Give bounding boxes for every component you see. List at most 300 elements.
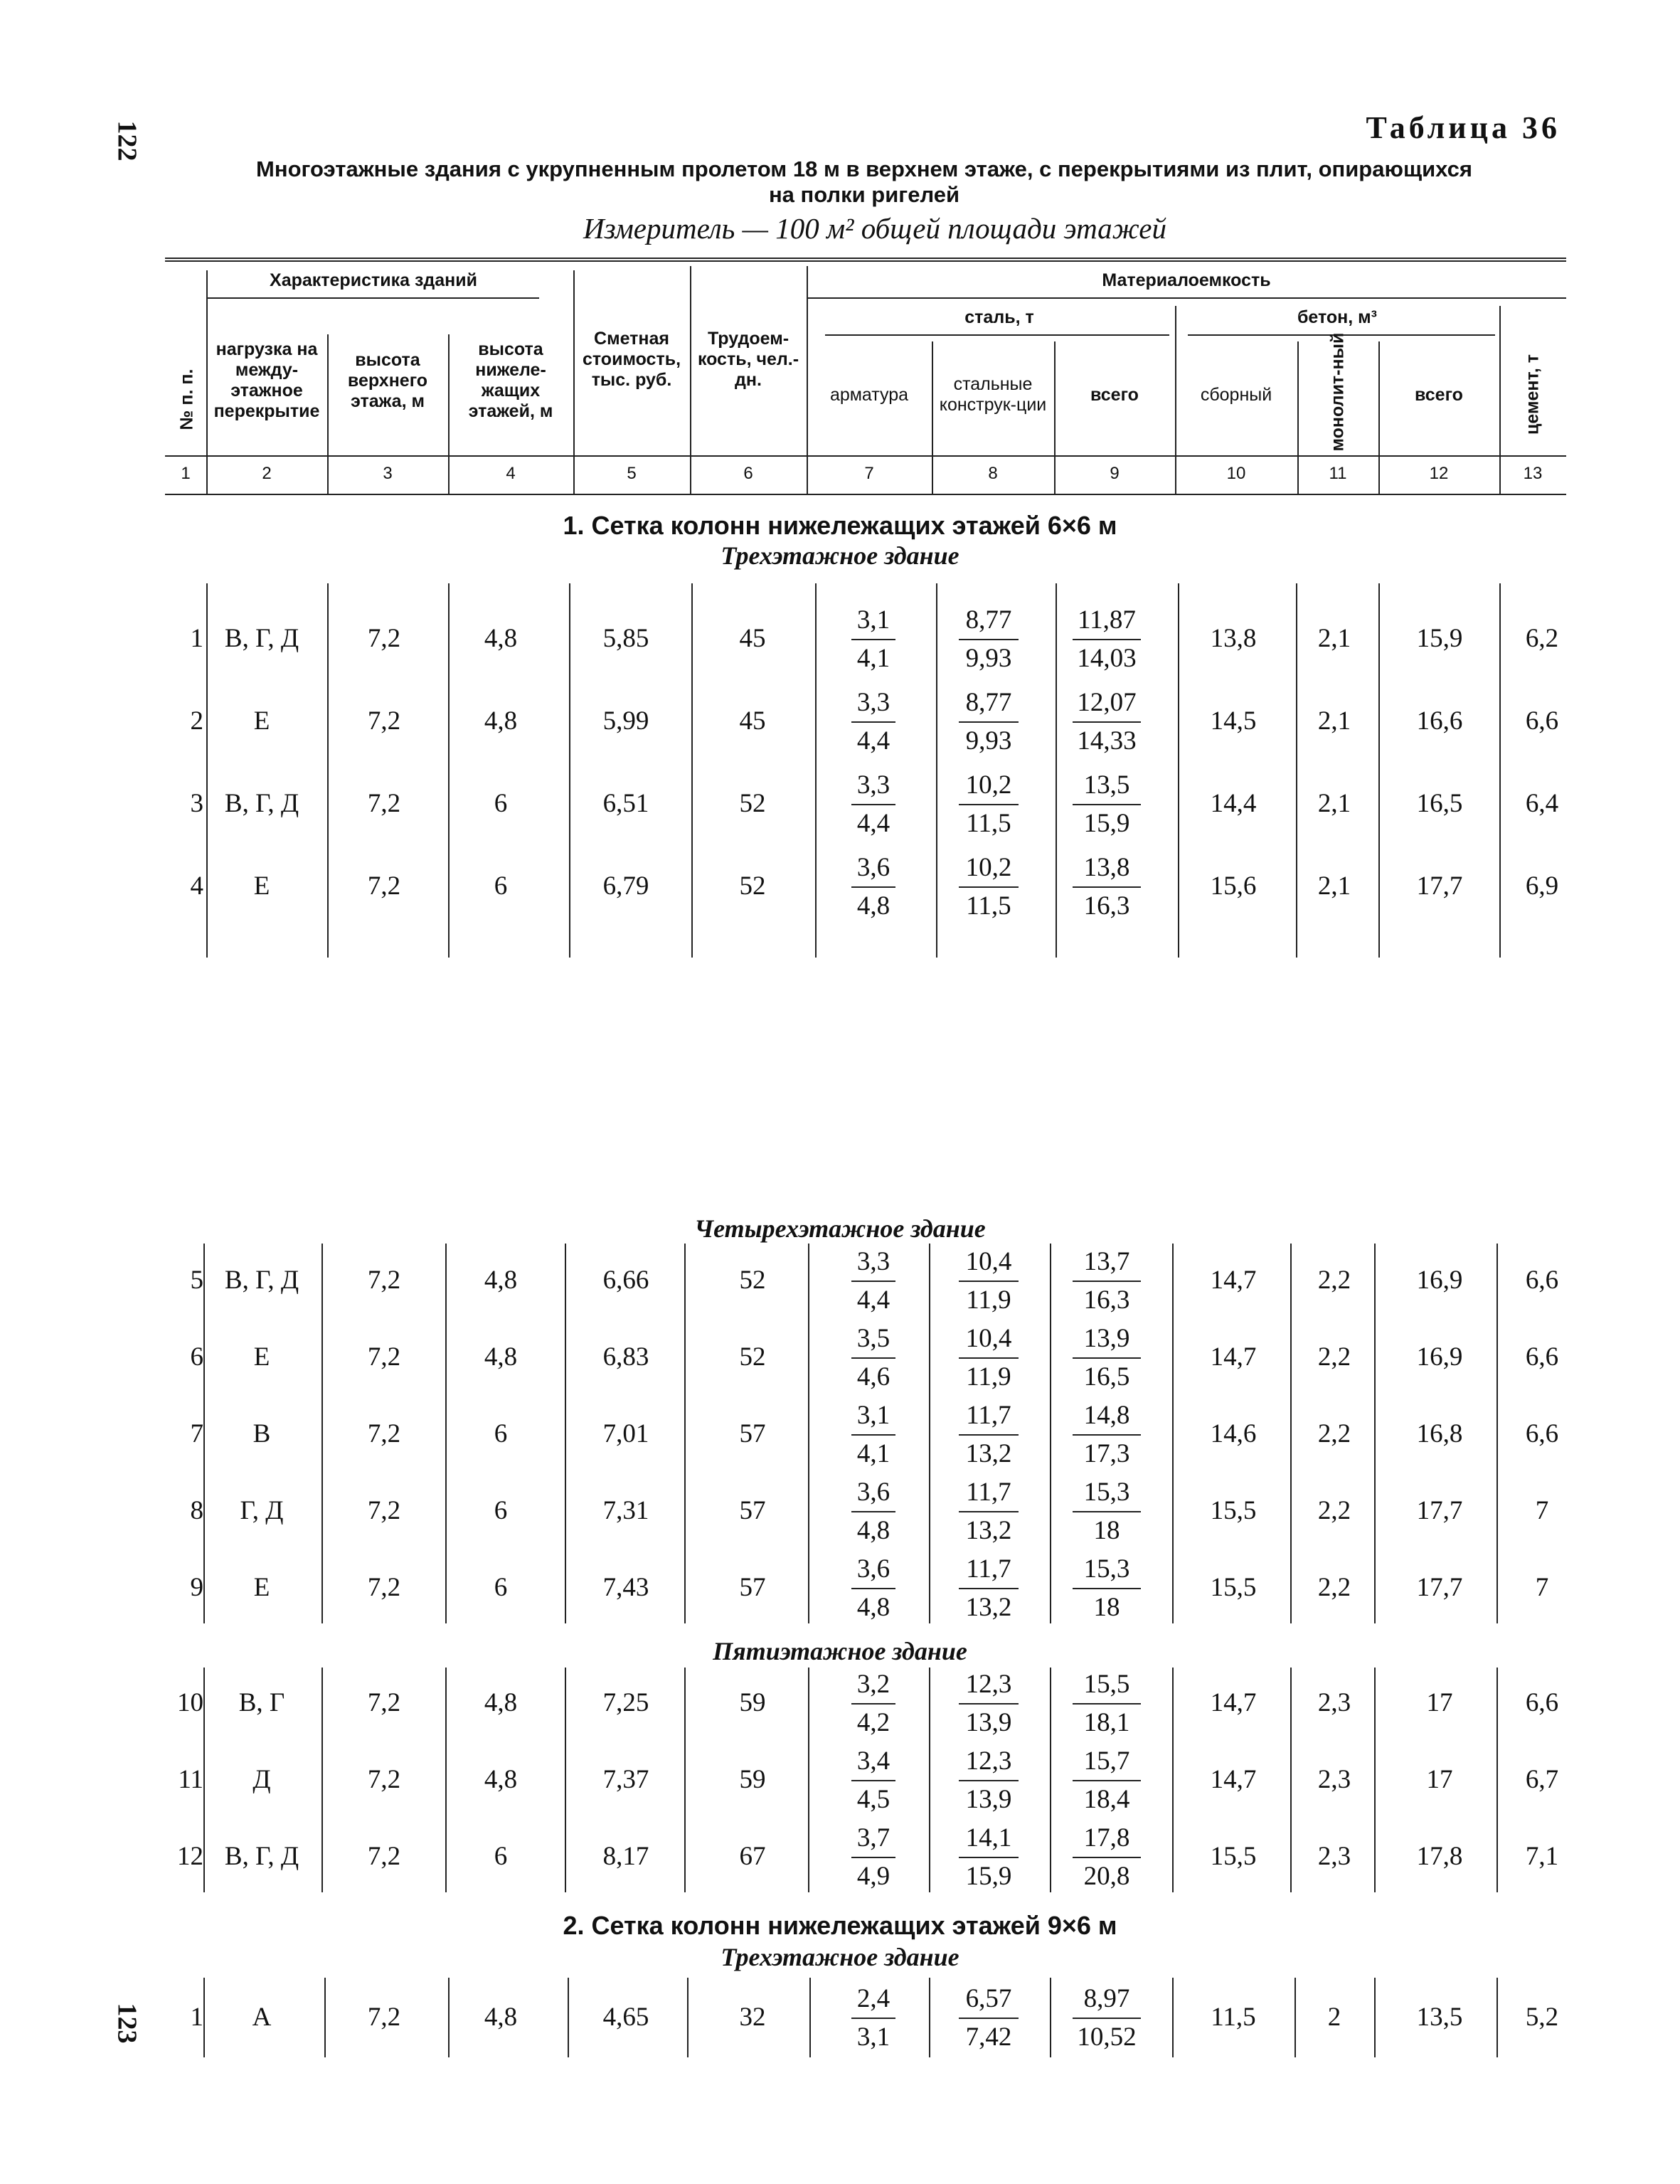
header-col-index: 6 bbox=[743, 464, 753, 483]
cell-monolith: 2 bbox=[1327, 2003, 1341, 2032]
cell-steel-total-fraction bbox=[1060, 1246, 1153, 1316]
column-rule bbox=[321, 1244, 323, 1623]
subsection-five-storey: Пятиэтажное здание bbox=[713, 1637, 967, 1665]
fraction-numerator: 10,2 bbox=[965, 770, 1012, 800]
cell-cost: 5,99 bbox=[602, 706, 649, 736]
subsection-four-storey: Четырехэтажное здание bbox=[694, 1214, 986, 1243]
cell-rebar-fraction bbox=[827, 1323, 920, 1393]
cell-h-top: 7,2 bbox=[367, 1573, 401, 1602]
cell-monolith: 2,1 bbox=[1317, 789, 1351, 818]
cell-cost: 8,17 bbox=[602, 1842, 649, 1871]
cell-cement: 6,6 bbox=[1525, 1688, 1559, 1717]
cell-steel-fraction bbox=[942, 852, 1035, 922]
cell-monolith: 2,1 bbox=[1317, 706, 1351, 736]
cell-steel-fraction bbox=[942, 1477, 1035, 1547]
column-rule bbox=[691, 583, 693, 958]
column-rule bbox=[684, 1668, 686, 1892]
fraction-numerator: 6,57 bbox=[965, 1984, 1012, 2013]
fraction-denominator: 16,3 bbox=[1083, 1286, 1130, 1315]
cell-rebar-fraction bbox=[827, 1554, 920, 1623]
cell-n: 1 bbox=[190, 624, 203, 653]
fraction-denominator: 4,1 bbox=[856, 1439, 890, 1468]
fraction-denominator: 4,9 bbox=[856, 1862, 890, 1891]
cell-steel-total-fraction bbox=[1060, 1323, 1153, 1393]
cell-h-top: 7,2 bbox=[367, 1496, 401, 1525]
column-rule bbox=[1056, 583, 1057, 958]
fraction-numerator: 17,8 bbox=[1083, 1823, 1130, 1852]
cell-n: 7 bbox=[190, 1419, 203, 1448]
fraction-denominator: 11,5 bbox=[966, 809, 1011, 838]
cell-cost: 5,85 bbox=[602, 624, 649, 653]
cell-load: Д bbox=[252, 1765, 271, 1794]
fraction-numerator: 15,3 bbox=[1083, 1478, 1130, 1507]
cell-rebar-fraction bbox=[827, 1477, 920, 1547]
cell-labor: 59 bbox=[739, 1688, 766, 1717]
cell-steel-total-fraction bbox=[1060, 1669, 1153, 1739]
cell-rebar-fraction bbox=[827, 1400, 920, 1470]
fraction-denominator: 4,8 bbox=[856, 1516, 890, 1545]
header-group-concrete: бетон, м³ bbox=[1297, 307, 1377, 327]
fraction-numerator: 11,7 bbox=[966, 1401, 1011, 1430]
header-col-top-height: высота верхнего этажа, м bbox=[347, 349, 428, 411]
fraction-numerator: 12,3 bbox=[965, 1670, 1012, 1699]
column-rule bbox=[929, 1244, 930, 1623]
cell-rebar-fraction bbox=[827, 770, 920, 839]
header-col-index: 5 bbox=[627, 464, 637, 483]
cell-rebar-fraction bbox=[827, 1246, 920, 1316]
fraction-numerator: 13,5 bbox=[1083, 770, 1130, 800]
cell-conc-total: 16,5 bbox=[1416, 789, 1463, 818]
fraction-denominator: 4,4 bbox=[856, 1286, 890, 1315]
page-number-top: 122 bbox=[112, 120, 142, 161]
fraction-numerator: 8,77 bbox=[965, 605, 1012, 635]
cell-n: 9 bbox=[190, 1573, 203, 1602]
cell-load: Е bbox=[253, 1573, 270, 1602]
cell-cement: 6,6 bbox=[1525, 706, 1559, 736]
cell-labor: 57 bbox=[739, 1573, 766, 1602]
cell-n: 3 bbox=[190, 789, 203, 818]
cell-conc-total: 17 bbox=[1426, 1765, 1453, 1794]
column-rule bbox=[936, 583, 937, 958]
header-col-monolithic: монолит-ный bbox=[1327, 332, 1348, 452]
cell-steel-fraction bbox=[942, 1746, 1035, 1815]
header-col-concrete-total: всего bbox=[1415, 384, 1463, 405]
header-col-index: 1 bbox=[181, 464, 191, 483]
table-caption-line1: Многоэтажные здания с укрупненным пролетом 18 м в верхнем этаже, с перекрытиями из плит, опирающихся bbox=[256, 157, 1472, 181]
header-col-steel-structures: стальные конструк-ции bbox=[939, 374, 1047, 415]
cell-precast: 13,8 bbox=[1210, 624, 1257, 653]
cell-conc-total: 16,8 bbox=[1416, 1419, 1463, 1448]
cell-rebar-fraction bbox=[827, 1983, 920, 2053]
column-rule bbox=[321, 1668, 323, 1892]
header-col-cement: цемент, т bbox=[1522, 354, 1543, 435]
table-label: Таблица 36 bbox=[1366, 110, 1561, 145]
cell-cement: 6,9 bbox=[1525, 871, 1559, 901]
fraction-denominator: 13,2 bbox=[965, 1593, 1012, 1622]
column-rule bbox=[445, 1244, 447, 1623]
cell-h-low: 6 bbox=[494, 789, 508, 818]
cell-cement: 7 bbox=[1535, 1496, 1549, 1525]
column-rule bbox=[1172, 1978, 1174, 2057]
fraction-denominator: 18,1 bbox=[1083, 1708, 1130, 1737]
fraction-denominator: 11,9 bbox=[966, 1286, 1011, 1315]
column-rule bbox=[1178, 583, 1179, 958]
cell-labor: 59 bbox=[739, 1765, 766, 1794]
cell-rebar-fraction bbox=[827, 687, 920, 757]
cell-cement: 6,6 bbox=[1525, 1419, 1559, 1448]
header-col-lower-height: высота нижеле-жащих этажей, м bbox=[468, 339, 553, 421]
cell-steel-total-fraction bbox=[1060, 1477, 1153, 1547]
fraction-numerator: 15,7 bbox=[1083, 1746, 1130, 1776]
fraction-denominator: 13,9 bbox=[965, 1708, 1012, 1737]
fraction-denominator: 13,2 bbox=[965, 1516, 1012, 1545]
fraction-denominator: 9,93 bbox=[965, 726, 1012, 756]
subsection-three-storey-2: Трехэтажное здание bbox=[721, 1943, 959, 1971]
cell-labor: 57 bbox=[739, 1419, 766, 1448]
cell-h-low: 4,8 bbox=[484, 1688, 518, 1717]
column-rule bbox=[1050, 1244, 1051, 1623]
cell-cost: 7,37 bbox=[602, 1765, 649, 1794]
cell-conc-total: 17 bbox=[1426, 1688, 1453, 1717]
column-rule bbox=[565, 1244, 566, 1623]
column-rule bbox=[568, 1978, 569, 2057]
cell-precast: 14,7 bbox=[1210, 1688, 1257, 1717]
fraction-denominator: 13,2 bbox=[965, 1439, 1012, 1468]
cell-precast: 15,5 bbox=[1210, 1496, 1257, 1525]
section-title-2: 2. Сетка колонн нижележащих этажей 9×6 м bbox=[563, 1911, 1117, 1940]
cell-labor: 52 bbox=[739, 871, 766, 901]
cell-steel-total-fraction bbox=[1060, 1983, 1153, 2053]
fraction-numerator: 2,4 bbox=[856, 1984, 890, 2013]
fraction-denominator: 18 bbox=[1093, 1516, 1120, 1545]
cell-labor: 67 bbox=[739, 1842, 766, 1871]
cell-steel-fraction bbox=[942, 1554, 1035, 1623]
fraction-denominator: 18,4 bbox=[1083, 1785, 1130, 1814]
cell-monolith: 2,2 bbox=[1317, 1419, 1351, 1448]
column-rule bbox=[565, 1668, 566, 1892]
fraction-denominator: 4,4 bbox=[856, 726, 890, 756]
cell-h-top: 7,2 bbox=[367, 2003, 401, 2032]
header-col-index: 4 bbox=[506, 464, 516, 483]
cell-rebar-fraction bbox=[827, 1669, 920, 1739]
header-col-index: 3 bbox=[383, 464, 393, 483]
cell-h-low: 4,8 bbox=[484, 2003, 518, 2032]
cell-cement: 6,4 bbox=[1525, 789, 1559, 818]
cell-h-low: 4,8 bbox=[484, 706, 518, 736]
fraction-numerator: 3,4 bbox=[856, 1746, 890, 1776]
fraction-numerator: 3,3 bbox=[856, 1247, 890, 1276]
fraction-denominator: 13,9 bbox=[965, 1785, 1012, 1814]
cell-load: В, Г, Д bbox=[224, 789, 299, 818]
fraction-denominator: 7,42 bbox=[965, 2023, 1012, 2052]
cell-steel-fraction bbox=[942, 687, 1035, 757]
fraction-numerator: 3,3 bbox=[856, 770, 890, 800]
fraction-numerator: 3,3 bbox=[856, 688, 890, 717]
fraction-numerator: 12,3 bbox=[965, 1746, 1012, 1776]
fraction-numerator: 11,7 bbox=[966, 1554, 1011, 1584]
cell-labor: 32 bbox=[739, 2003, 766, 2032]
cell-h-top: 7,2 bbox=[367, 706, 401, 736]
cell-h-top: 7,2 bbox=[367, 624, 401, 653]
fraction-numerator: 3,2 bbox=[856, 1670, 890, 1699]
column-rule bbox=[815, 583, 817, 958]
cell-load: Е bbox=[253, 1342, 270, 1372]
header-col-index: 8 bbox=[988, 464, 998, 483]
cell-monolith: 2,2 bbox=[1317, 1496, 1351, 1525]
fraction-denominator: 15,9 bbox=[1083, 809, 1130, 838]
cell-load: Г, Д bbox=[240, 1496, 284, 1525]
cell-cost: 6,83 bbox=[602, 1342, 649, 1372]
header-col-index: 11 bbox=[1329, 464, 1347, 483]
cell-steel-total-fraction bbox=[1060, 852, 1153, 922]
cell-n: 4 bbox=[190, 871, 203, 901]
cell-cost: 7,31 bbox=[602, 1496, 649, 1525]
cell-steel-total-fraction bbox=[1060, 687, 1153, 757]
measure-unit: Измеритель — 100 м² общей площади этажей bbox=[583, 212, 1166, 245]
column-rule bbox=[569, 583, 570, 958]
header-col-labor: Трудоем-кость, чел.-дн. bbox=[697, 328, 799, 390]
header-col-load: нагрузка на между-этажное перекрытие bbox=[213, 339, 320, 421]
cell-monolith: 2,3 bbox=[1317, 1765, 1351, 1794]
fraction-denominator: 20,8 bbox=[1083, 1862, 1130, 1891]
cell-labor: 45 bbox=[739, 706, 766, 736]
cell-h-top: 7,2 bbox=[367, 789, 401, 818]
fraction-numerator: 15,3 bbox=[1083, 1554, 1130, 1584]
cell-cost: 6,51 bbox=[602, 789, 649, 818]
cell-cement: 7,1 bbox=[1525, 1842, 1559, 1871]
column-rule bbox=[1050, 1668, 1051, 1892]
cell-conc-total: 15,9 bbox=[1416, 624, 1463, 653]
cell-rebar-fraction bbox=[827, 852, 920, 922]
cell-cement: 5,2 bbox=[1525, 2003, 1559, 2032]
cell-cost: 4,65 bbox=[602, 2003, 649, 2032]
fraction-denominator: 4,8 bbox=[856, 1593, 890, 1622]
cell-h-top: 7,2 bbox=[367, 1688, 401, 1717]
cell-load: В bbox=[252, 1419, 271, 1448]
cell-h-top: 7,2 bbox=[367, 1419, 401, 1448]
column-rule bbox=[687, 1978, 689, 2057]
cell-monolith: 2,2 bbox=[1317, 1573, 1351, 1602]
table-caption-line2: на полки ригелей bbox=[768, 182, 960, 207]
cell-rebar-fraction bbox=[827, 1746, 920, 1815]
column-rule bbox=[445, 1668, 447, 1892]
column-rule bbox=[1172, 1244, 1174, 1623]
fraction-numerator: 11,7 bbox=[966, 1478, 1011, 1507]
header-col-steel-total: всего bbox=[1090, 384, 1139, 405]
fraction-denominator: 16,3 bbox=[1083, 891, 1130, 921]
cell-cost: 6,79 bbox=[602, 871, 649, 901]
cell-precast: 15,5 bbox=[1210, 1573, 1257, 1602]
cell-cost: 6,66 bbox=[602, 1266, 649, 1295]
cell-precast: 14,4 bbox=[1210, 789, 1257, 818]
cell-precast: 14,7 bbox=[1210, 1765, 1257, 1794]
header-col-index: 7 bbox=[864, 464, 874, 483]
fraction-numerator: 3,1 bbox=[856, 1401, 890, 1430]
cell-h-top: 7,2 bbox=[367, 871, 401, 901]
fraction-numerator: 3,6 bbox=[856, 1554, 890, 1584]
fraction-denominator: 4,5 bbox=[856, 1785, 890, 1814]
fraction-denominator: 4,2 bbox=[856, 1708, 890, 1737]
cell-h-top: 7,2 bbox=[367, 1765, 401, 1794]
header-group-characteristics: Характеристика зданий bbox=[270, 270, 477, 290]
cell-steel-fraction bbox=[942, 1669, 1035, 1739]
cell-labor: 45 bbox=[739, 624, 766, 653]
fraction-numerator: 3,1 bbox=[856, 605, 890, 635]
cell-steel-fraction bbox=[942, 1323, 1035, 1393]
column-rule bbox=[808, 1244, 809, 1623]
cell-h-low: 6 bbox=[494, 871, 508, 901]
cell-steel-total-fraction bbox=[1060, 1554, 1153, 1623]
cell-n: 6 bbox=[190, 1342, 203, 1372]
cell-h-low: 6 bbox=[494, 1419, 508, 1448]
cell-n: 8 bbox=[190, 1496, 203, 1525]
fraction-denominator: 14,33 bbox=[1077, 726, 1137, 756]
header-col-index: 9 bbox=[1110, 464, 1120, 483]
cell-conc-total: 17,8 bbox=[1416, 1842, 1463, 1871]
header-col-index: 10 bbox=[1226, 464, 1246, 483]
cell-precast: 15,6 bbox=[1210, 871, 1257, 901]
column-rule bbox=[929, 1668, 930, 1892]
column-rule bbox=[1050, 1978, 1051, 2057]
cell-conc-total: 16,6 bbox=[1416, 706, 1463, 736]
subsection-three-storey-1: Трехэтажное здание bbox=[721, 541, 959, 570]
cell-steel-total-fraction bbox=[1060, 1400, 1153, 1470]
cell-labor: 57 bbox=[739, 1496, 766, 1525]
cell-n: 2 bbox=[190, 706, 203, 736]
cell-load: В, Г, Д bbox=[224, 624, 299, 653]
cell-precast: 15,5 bbox=[1210, 1842, 1257, 1871]
header-col-index: 13 bbox=[1523, 464, 1543, 483]
fraction-denominator: 4,1 bbox=[856, 644, 890, 673]
cell-cement: 6,6 bbox=[1525, 1342, 1559, 1372]
section-title-1: 1. Сетка колонн нижележащих этажей 6×6 м bbox=[563, 511, 1117, 540]
fraction-numerator: 14,1 bbox=[965, 1823, 1012, 1852]
fraction-denominator: 14,03 bbox=[1077, 644, 1137, 673]
column-rule bbox=[327, 583, 329, 958]
cell-cement: 6,2 bbox=[1525, 624, 1559, 653]
column-rule bbox=[324, 1978, 326, 2057]
fraction-denominator: 18 bbox=[1093, 1593, 1120, 1622]
cell-cost: 7,01 bbox=[602, 1419, 649, 1448]
fraction-denominator: 9,93 bbox=[965, 644, 1012, 673]
fraction-numerator: 3,6 bbox=[856, 853, 890, 882]
cell-steel-fraction bbox=[942, 1823, 1035, 1892]
fraction-denominator: 4,8 bbox=[856, 891, 890, 921]
fraction-denominator: 4,6 bbox=[856, 1362, 890, 1391]
cell-cement: 7 bbox=[1535, 1573, 1549, 1602]
column-rule bbox=[809, 1978, 811, 2057]
fraction-numerator: 14,8 bbox=[1083, 1401, 1130, 1430]
cell-monolith: 2,1 bbox=[1317, 871, 1351, 901]
cell-precast: 14,5 bbox=[1210, 706, 1257, 736]
cell-rebar-fraction bbox=[827, 605, 920, 674]
cell-steel-total-fraction bbox=[1060, 1823, 1153, 1892]
cell-steel-fraction bbox=[942, 1246, 1035, 1316]
cell-cement: 6,6 bbox=[1525, 1266, 1559, 1295]
header-col-cost: Сметная стоимость, тыс. руб. bbox=[582, 328, 681, 390]
cell-steel-total-fraction bbox=[1060, 605, 1153, 674]
cell-n: 1 bbox=[190, 2003, 203, 2032]
cell-n: 5 bbox=[190, 1266, 203, 1295]
cell-conc-total: 17,7 bbox=[1416, 1573, 1463, 1602]
fraction-numerator: 3,7 bbox=[856, 1823, 890, 1852]
cell-h-top: 7,2 bbox=[367, 1842, 401, 1871]
cell-load: В, Г, Д bbox=[224, 1842, 299, 1871]
cell-precast: 14,7 bbox=[1210, 1342, 1257, 1372]
cell-monolith: 2,2 bbox=[1317, 1342, 1351, 1372]
fraction-numerator: 12,07 bbox=[1077, 688, 1137, 717]
fraction-denominator: 10,52 bbox=[1077, 2023, 1137, 2052]
cell-load: А bbox=[252, 2003, 272, 2032]
cell-h-low: 4,8 bbox=[484, 1266, 518, 1295]
cell-cost: 7,25 bbox=[602, 1688, 649, 1717]
cell-conc-total: 16,9 bbox=[1416, 1266, 1463, 1295]
cell-h-low: 6 bbox=[494, 1573, 508, 1602]
fraction-denominator: 17,3 bbox=[1083, 1439, 1130, 1468]
cell-steel-total-fraction bbox=[1060, 770, 1153, 839]
cell-monolith: 2,2 bbox=[1317, 1266, 1351, 1295]
cell-monolith: 2,3 bbox=[1317, 1842, 1351, 1871]
fraction-numerator: 10,4 bbox=[965, 1247, 1012, 1276]
fraction-numerator: 13,8 bbox=[1083, 853, 1130, 882]
fraction-denominator: 3,1 bbox=[856, 2023, 890, 2052]
cell-labor: 52 bbox=[739, 1266, 766, 1295]
fraction-denominator: 16,5 bbox=[1083, 1362, 1130, 1391]
page-number-bottom: 123 bbox=[112, 2003, 142, 2044]
header-col-rebar: арматура bbox=[829, 384, 909, 405]
cell-steel-fraction bbox=[942, 605, 1035, 674]
cell-conc-total: 13,5 bbox=[1416, 2003, 1463, 2032]
header-col-precast: сборный bbox=[1200, 384, 1272, 405]
cell-precast: 14,7 bbox=[1210, 1266, 1257, 1295]
column-rule bbox=[929, 1978, 930, 2057]
cell-load: В, Г bbox=[238, 1688, 285, 1717]
fraction-numerator: 13,9 bbox=[1083, 1324, 1130, 1353]
cell-labor: 52 bbox=[739, 789, 766, 818]
cell-h-low: 6 bbox=[494, 1842, 508, 1871]
cell-h-top: 7,2 bbox=[367, 1266, 401, 1295]
cell-monolith: 2,1 bbox=[1317, 624, 1351, 653]
cell-load: Е bbox=[253, 871, 270, 901]
fraction-denominator: 15,9 bbox=[965, 1862, 1012, 1891]
cell-monolith: 2,3 bbox=[1317, 1688, 1351, 1717]
cell-conc-total: 17,7 bbox=[1416, 1496, 1463, 1525]
cell-n: 10 bbox=[177, 1688, 203, 1717]
fraction-numerator: 13,7 bbox=[1083, 1247, 1130, 1276]
header-col-index: 2 bbox=[262, 464, 272, 483]
cell-conc-total: 16,9 bbox=[1416, 1342, 1463, 1372]
cell-h-low: 4,8 bbox=[484, 624, 518, 653]
cell-cement: 6,7 bbox=[1525, 1765, 1559, 1794]
header-col-index: 12 bbox=[1429, 464, 1449, 483]
cell-steel-total-fraction bbox=[1060, 1746, 1153, 1815]
fraction-numerator: 3,6 bbox=[856, 1478, 890, 1507]
cell-h-low: 6 bbox=[494, 1496, 508, 1525]
cell-n: 12 bbox=[177, 1842, 203, 1871]
header-group-steel: сталь, т bbox=[964, 307, 1034, 327]
cell-load: В, Г, Д bbox=[224, 1266, 299, 1295]
cell-n: 11 bbox=[178, 1765, 203, 1794]
column-rule bbox=[1172, 1668, 1174, 1892]
cell-precast: 11,5 bbox=[1211, 2003, 1256, 2032]
fraction-numerator: 8,97 bbox=[1083, 1984, 1130, 2013]
cell-h-low: 4,8 bbox=[484, 1765, 518, 1794]
fraction-numerator: 3,5 bbox=[856, 1324, 890, 1353]
fraction-numerator: 10,2 bbox=[965, 853, 1012, 882]
cell-precast: 14,6 bbox=[1210, 1419, 1257, 1448]
fraction-numerator: 11,87 bbox=[1078, 605, 1136, 635]
cell-rebar-fraction bbox=[827, 1823, 920, 1892]
